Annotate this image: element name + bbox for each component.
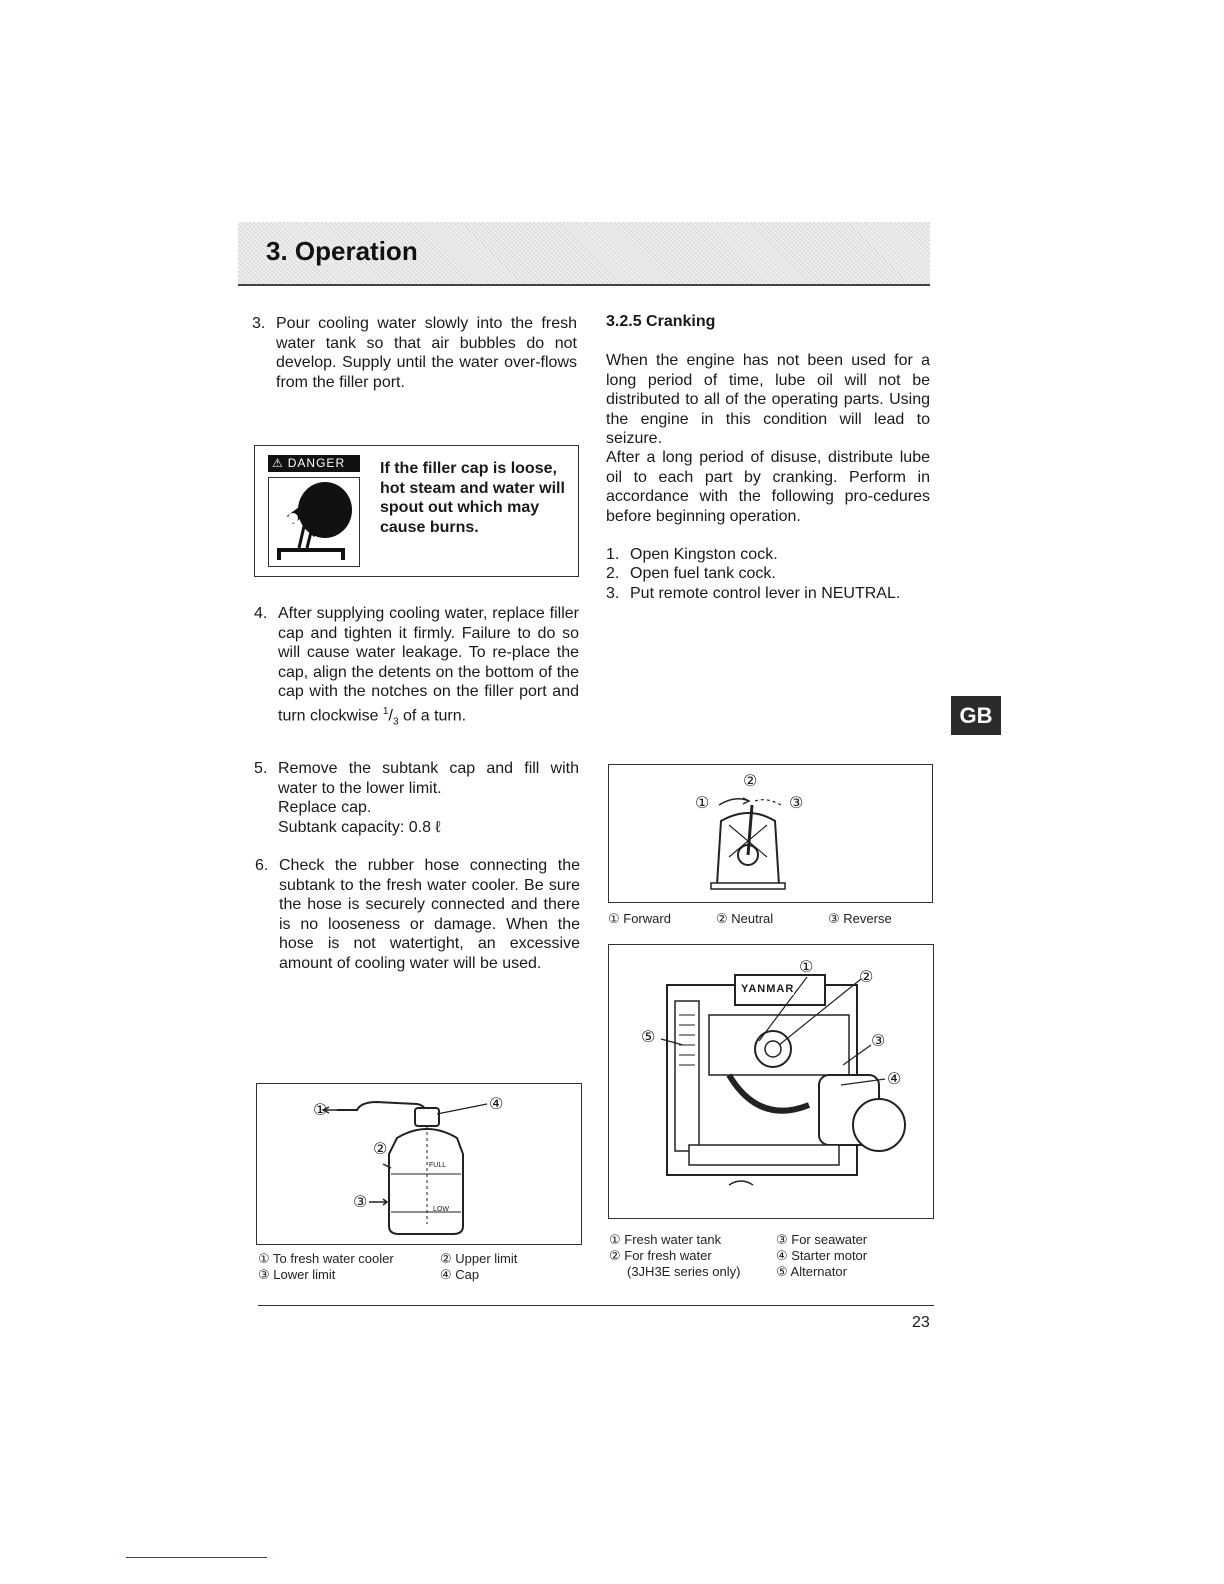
- engine-caption-2: ② For fresh water: [609, 1248, 712, 1263]
- crank-step-3-number: 3.: [606, 585, 620, 602]
- step-4-number: 4.: [254, 605, 268, 622]
- page-number: 23: [912, 1314, 930, 1331]
- engine-caption-5: ⑤ Alternator: [776, 1264, 847, 1279]
- lever-callout-1: ①: [695, 795, 710, 812]
- step-5-line-1: Remove the subtank cap and fill with water to the lower limit.: [278, 760, 579, 797]
- section-title: 3.2.5 Cranking: [606, 313, 716, 330]
- lever-caption-reverse: ③ Reverse: [828, 911, 892, 926]
- subtank-caption-4: ④ Cap: [440, 1267, 480, 1282]
- engine-callout-4: ④: [887, 1071, 902, 1088]
- subtank-callout-4: ④: [489, 1096, 504, 1113]
- subtank-callout-2: ②: [373, 1141, 388, 1158]
- step-5-number: 5.: [254, 760, 268, 777]
- subtank-callout-1: ①: [313, 1102, 328, 1119]
- danger-message: If the filler cap is loose, hot steam and water will spout out which may cause burns.: [380, 460, 565, 536]
- step-5-text: [278, 759, 579, 837]
- bottom-link-underline: [126, 1557, 267, 1558]
- crank-step-1-number: 1.: [606, 546, 620, 563]
- engine-cocks-figure: [608, 944, 934, 1219]
- engine-caption-1: ① Fresh water tank: [609, 1232, 722, 1247]
- hot-steam-hazard-icon: [268, 477, 360, 567]
- warning-triangle-icon: ⚠: [272, 456, 284, 470]
- fraction-numerator: 1: [382, 705, 389, 717]
- step-4-text-after: of a turn.: [398, 706, 467, 724]
- lever-callout-3: ③: [789, 795, 804, 812]
- engine-callout-2: ②: [859, 969, 874, 986]
- step-3-text: Pour cooling water slowly into the fresh water tank so that air bubbles do not develop. Supply until the water over-flows from the filler port.: [276, 315, 577, 391]
- subtank-callout-3: ③: [353, 1194, 368, 1211]
- subtank-caption-1: ① To fresh water cooler: [258, 1251, 394, 1266]
- step-5-line-2: Replace cap.: [278, 799, 372, 816]
- step-3-number: 3.: [252, 315, 266, 332]
- cranking-paragraph-2: After a long period of disuse, distribute lube oil to each part by cranking. Perform in accordance with the following pro-cedures before beginning operation.: [606, 449, 930, 525]
- danger-label: [268, 455, 360, 472]
- engine-caption-4: ④ Starter motor: [776, 1248, 868, 1263]
- crank-step-3-text: Put remote control lever in NEUTRAL.: [630, 585, 901, 602]
- crank-step-2-text: Open fuel tank cock.: [630, 565, 776, 582]
- step-5-line-3: Subtank capacity: 0.8 ℓ: [278, 818, 441, 836]
- cranking-paragraph-1: When the engine has not been used for a long period of time, lube oil will not be distributed to all of the operating parts. Using the engine in this condition will lead to seizure.: [606, 352, 930, 447]
- step-4-text: After supplying cooling water, replace filler cap and tighten it firmly. Failure to do so will cause water leakage. To re-place the cap, align the detents on the bottom of the cap with the notches on the filler port and turn clockwise $^1/_3$ of a turn.: [278, 605, 579, 728]
- crank-step-2-number: 2.: [606, 565, 620, 582]
- tank-low-mark: LOW: [433, 1206, 449, 1213]
- step-4-text-before: After supplying cooling water, replace filler cap and tighten it firmly. Failure to do so will cause water leakage. To re-place the cap, align the detents on the bottom of the cap with the notches on the filler port and turn clockwise: [278, 605, 579, 724]
- lever-caption-forward: ① Forward: [608, 911, 671, 926]
- chapter-title: 3. Operation: [266, 236, 418, 266]
- lever-callout-2: ②: [743, 773, 758, 790]
- engine-brand-plate: YANMAR: [741, 983, 795, 995]
- remote-lever-figure: [608, 764, 933, 903]
- engine-caption-3: ③ For seawater: [776, 1232, 868, 1247]
- language-tab-gb: GB: [951, 696, 1001, 735]
- footer-rule: [258, 1305, 934, 1306]
- subtank-figure: [256, 1083, 582, 1245]
- danger-label-text: DANGER: [287, 456, 346, 470]
- fraction-denominator: 3: [392, 716, 399, 728]
- tank-full-mark: FULL: [429, 1162, 447, 1169]
- engine-callout-5: ⑤: [641, 1029, 656, 1046]
- step-6-text: Check the rubber hose connecting the subtank to the fresh water cooler. Be sure the hose is securely connected and there is no looseness or damage. When the hose is not watertight, an excessive amount of cooling water will be used.: [279, 857, 580, 972]
- engine-caption-2-note: (3JH3E series only): [627, 1264, 741, 1279]
- engine-callout-1: ①: [799, 959, 814, 976]
- crank-step-1-text: Open Kingston cock.: [630, 546, 778, 563]
- subtank-caption-2: ② Upper limit: [440, 1251, 518, 1266]
- step-6-number: 6.: [255, 857, 269, 874]
- lever-caption-neutral: ② Neutral: [716, 911, 774, 926]
- engine-callout-3: ③: [871, 1033, 886, 1050]
- subtank-caption-3: ③ Lower limit: [258, 1267, 336, 1282]
